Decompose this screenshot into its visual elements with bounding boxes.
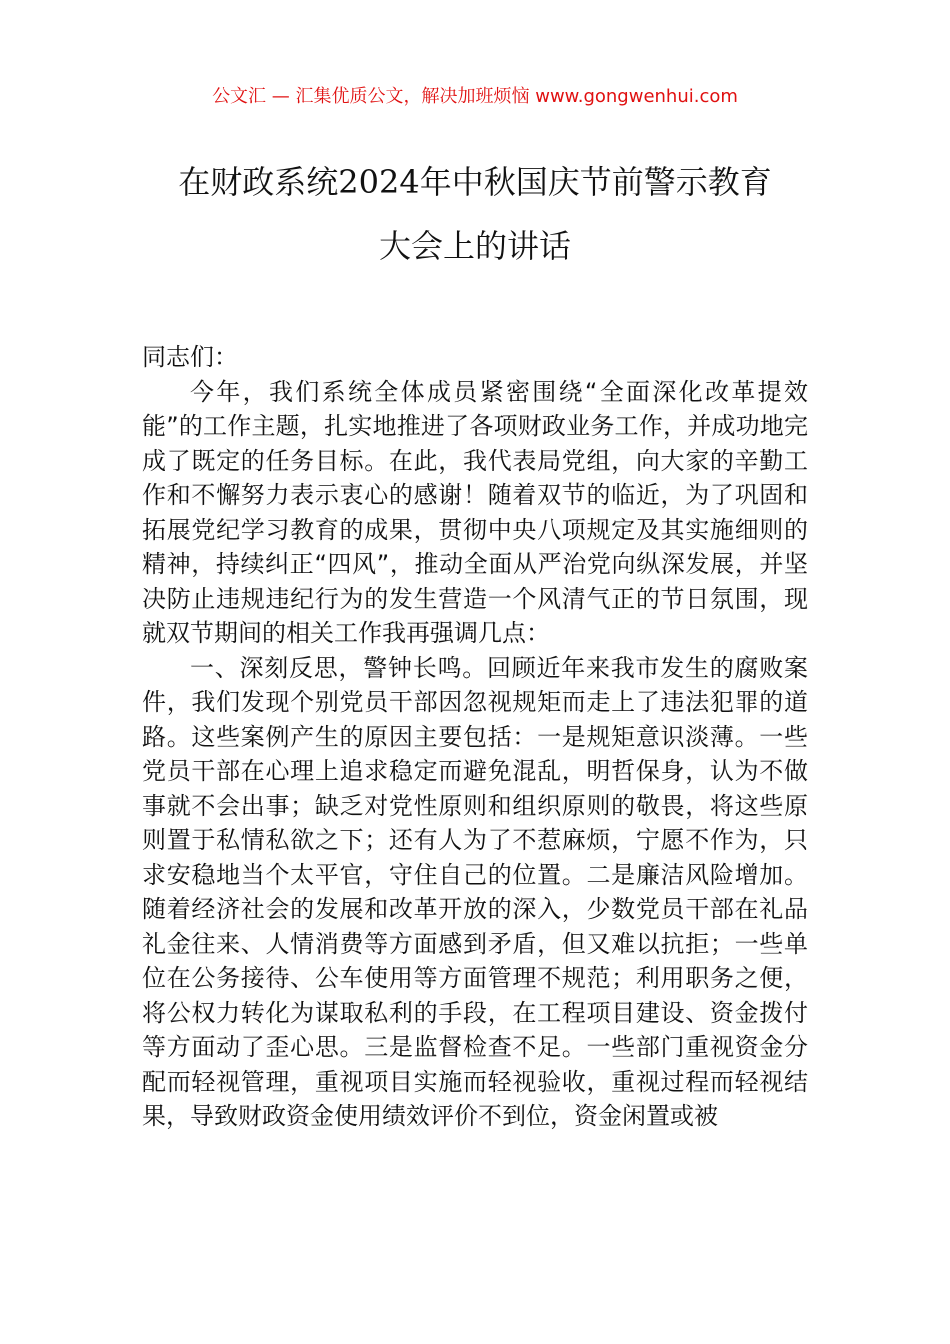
document-title: [120, 150, 830, 278]
document-body: [142, 340, 808, 1134]
site-header-banner[interactable]: 公文汇 — 汇集优质公文，解决加班烦恼 www.gongwenhui.com: [212, 86, 738, 107]
title-line-1: 在财政系统2024年中秋国庆节前警示教育: [178, 163, 772, 201]
paragraph-section-1: 一、深刻反思，警钟长鸣。回顾近年来我市发生的腐败案件，我们发现个别党员干部因忽视规矩而走上了违法犯罪的道路。这些案例产生的原因主要包括：一是规矩意识淡薄。一些党员干部在心理上追求稳定而避免混乱，明哲保身，认为不做事就不会出事；缺乏对党性原则和组织原则的敬畏，将这些原则置于私情私欲之下；还有人为了不惹麻烦，宁愿不作为，只求安稳地当个太平官，守住自己的位置。二是廉洁风险增加。随着经济社会的发展和改革开放的深入，少数党员干部在礼品礼金往来、人情消费等方面感到矛盾，但又难以抗拒；一些单位在公务接待、公车使用等方面管理不规范；利用职务之便，将公权力转化为谋取私利的手段，在工程项目建设、资金拨付等方面动了歪心思。三是监督检查不足。一些部门重视资金分配而轻视管理，重视项目实施而轻视验收，重视过程而轻视结果，导致财政资金使用绩效评价不到位，资金闲置或被: [142, 653, 808, 1130]
salutation: 同志们：: [142, 343, 238, 371]
paragraph-intro: 今年，我们系统全体成员紧密围绕“全面深化改革提效能”的工作主题，扎实地推进了各项财政业务工作，并成功地完成了既定的任务目标。在此，我代表局党组，向大家的辛勤工作和不懈努力表示衷心的感谢！随着双节的临近，为了巩固和拓展党纪学习教育的成果，贯彻中央八项规定及其实施细则的精神，持续纠正“四风”，推动全面从严治党向纵深发展，并坚决防止违规违纪行为的发生营造一个风清气正的节日氛围，现就双节期间的相关工作我再强调几点：: [142, 377, 808, 647]
title-line-2: 大会上的讲话: [378, 227, 571, 265]
